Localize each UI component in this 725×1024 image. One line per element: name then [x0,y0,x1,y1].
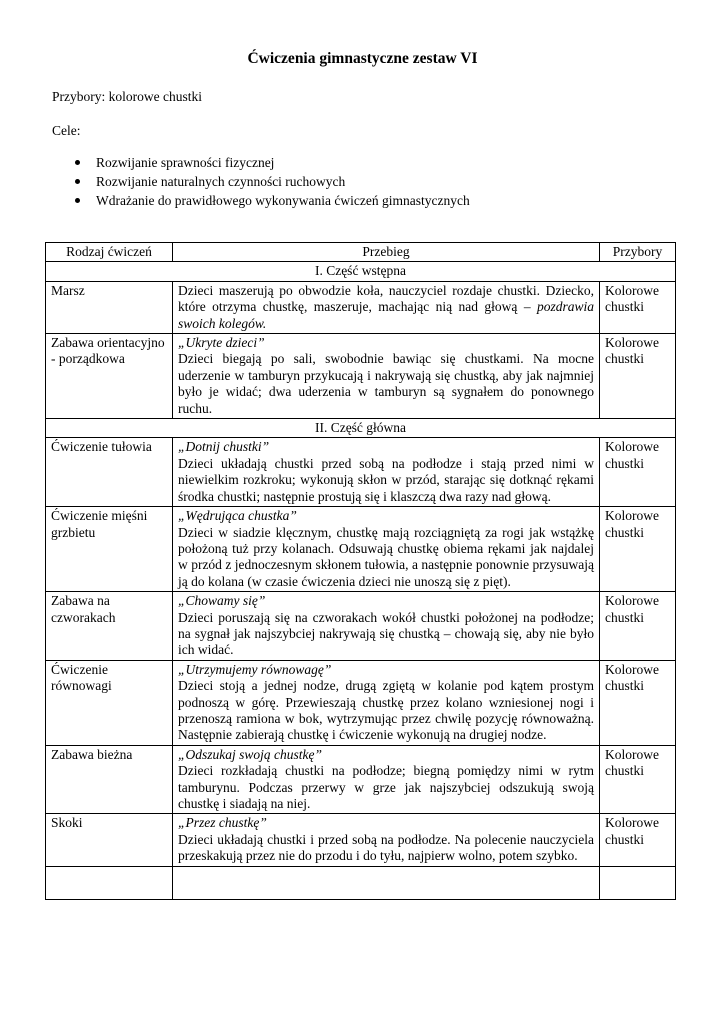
header-equipment: Przybory [600,243,676,262]
description-text: Dzieci poruszają się na czworakach wokół chustki położonej na podłodze; na sygnał jak najszybciej nakrywają się chustką – chowają się, aby nie było ich widać. [178,609,594,658]
description-text: Dzieci układają chustki przed sobą na podłodze i stają przed nimi w niewielkim rozkroku; wykonują skłon w przód, starając się dotknąć rękami środka chustki; następnie prostują się i klaszczą dwa razy nad głową. [178,455,594,504]
exercise-table [45,242,676,900]
table-row [46,814,676,866]
exercise-type: Skoki [46,814,173,866]
exercise-equipment: Kolorowe chustki [600,507,676,592]
description-italic: pozdrawia swoich kolegów. [178,299,594,331]
exercise-description [173,660,600,745]
exercise-equipment: Kolorowe chustki [600,814,676,866]
exercise-type: Ćwiczenie tułowia [46,438,173,507]
table-row [46,660,676,745]
empty-cell [46,866,173,899]
goals-list [74,153,470,210]
table-row [46,281,676,333]
empty-cell [600,866,676,899]
exercise-type: Marsz [46,281,173,333]
description-text: Dzieci stoją a jednej nodze, drugą zgiętą w kolanie pod kątem prostym podnoszą w górę. Przewieszają chustkę przez kolano wzniesionej nogi i przenoszą ramiona w bok, wytrzymując przez chwilę pozycję równoważną. Następnie zabierają chustkę i ćwiczenie wykonują na drugiej nodze. [178,678,594,743]
exercise-description [173,281,600,333]
exercise-description [173,438,600,507]
exercise-equipment: Kolorowe chustki [600,592,676,661]
exercise-type: Zabawa bieżna [46,745,173,814]
game-name: „Odszukaj swoją chustkę” [178,746,323,762]
section-title: II. Część główna [46,419,676,438]
description-text: Dzieci rozkładają chustki na podłodze; biegną pomiędzy nimi w rytm tamburynu. Podczas przerwy w grze jak najszybciej odszukują swoją chustkę i siadają na niej. [178,763,594,811]
section-title: I. Część wstępna [46,262,676,281]
section-row [46,419,676,438]
table-row [46,438,676,507]
description-text: Dzieci w siadzie klęcznym, chustkę mają rozciągniętą za rogi jak wstążkę położoną tuż przy kolanach. Odsuwają chustkę obiema rękami jak najdalej w przód z jednoczesnym skłonem tułowia, a następnie ponownie przysuwają ją do kolana (w czasie ćwiczenia dzieci nie unoszą się z pięt). [178,524,594,589]
exercise-equipment: Kolorowe chustki [600,745,676,814]
game-name: „Chowamy się” [178,593,266,609]
table-row [46,507,676,592]
description-text: Dzieci biegają po sali, swobodnie bawiąc się chustkami. Na mocne uderzenie w tamburyn przykucają i nakrywają się chustką, aby jak najmniej było je widać; dwa uderzenia w tamburyn są sygnałem do ponownego ruchu. [178,351,594,416]
game-name: „Wędrująca chustka” [178,508,297,524]
table-header-row [46,243,676,262]
goal-item: Rozwijanie naturalnych czynności ruchowych [74,172,470,191]
empty-cell [173,866,600,899]
game-name: „Ukryte dzieci” [178,335,265,351]
exercise-type: Zabawa na czworakach [46,592,173,661]
header-course: Przebieg [173,243,600,262]
description-text: Dzieci układają chustki i przed sobą na podłodze. Na polecenie nauczyciela przeskakują przez nie do przodu i do tyłu, najpierw wolno, potem szybko. [178,831,594,864]
section-row [46,262,676,281]
description-text: Dzieci maszerują po obwodzie koła, nauczyciel rozdaje chustki. Dziecko, które otrzyma chustkę, maszeruje, machając nią nad głową – [178,282,594,315]
table-row [46,745,676,814]
exercise-equipment: Kolorowe chustki [600,334,676,419]
table-row [46,592,676,661]
exercise-type: Ćwiczenie mięśni grzbietu [46,507,173,592]
game-name: „Utrzymujemy równowagę” [178,661,332,677]
header-type: Rodzaj ćwiczeń [46,243,173,262]
empty-row [46,866,676,899]
exercise-type: Ćwiczenie równowagi [46,660,173,745]
game-name: „Przez chustkę” [178,815,267,831]
exercise-description [173,745,600,814]
exercise-type: Zabawa orientacyjno - porządkowa [46,334,173,419]
goal-item: Wdrażanie do prawidłowego wykonywania ćwiczeń gimnastycznych [74,191,470,210]
exercise-description [173,334,600,419]
exercise-description [173,507,600,592]
exercise-description [173,814,600,866]
equipment-line: Przybory: kolorowe chustki [52,89,202,104]
goal-item: Rozwijanie sprawności fizycznej [74,153,470,172]
exercise-equipment: Kolorowe chustki [600,281,676,333]
page-title: Ćwiczenia gimnastyczne zestaw VI [247,50,478,67]
exercise-equipment: Kolorowe chustki [600,660,676,745]
table-row [46,334,676,419]
exercise-description [173,592,600,661]
game-name: „Dotnij chustki” [178,439,270,455]
goals-label: Cele: [52,123,81,138]
exercise-equipment: Kolorowe chustki [600,438,676,507]
